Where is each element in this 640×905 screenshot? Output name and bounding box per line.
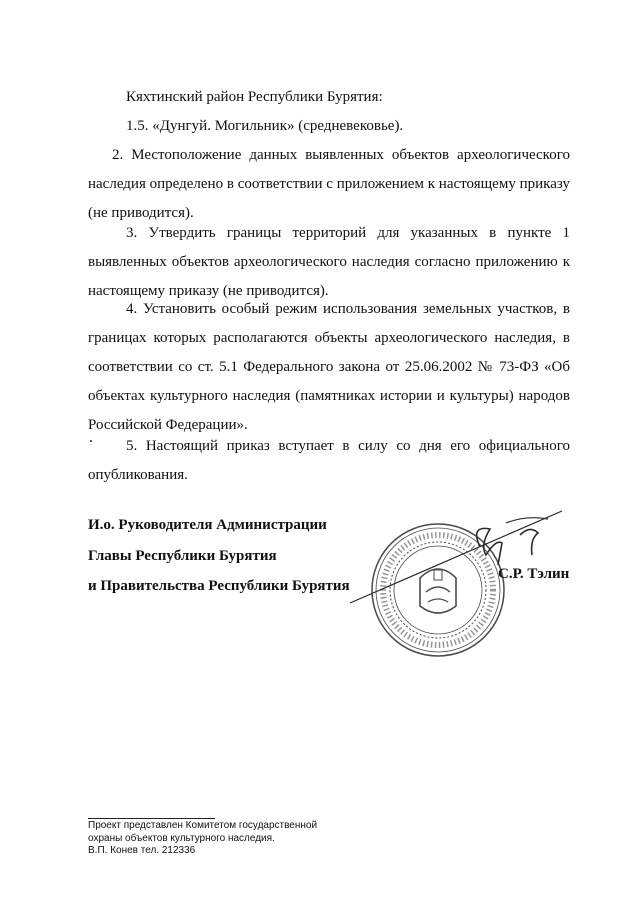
footnote-divider <box>88 818 215 819</box>
paragraph-item-4: 4. Установить особый режим использования земельных участков, в границах которых располагаются объекты археологического наследия, в соответствии со ст. 5.1 Федерального закона от 25.06.2002 № 73-ФЗ «Об объектах культурного наследия (памятниках истории и культуры) народов Российской Федерации». <box>88 301 570 433</box>
footnote-line-2: охраны объектов культурного наследия. <box>88 832 275 844</box>
signature-title-line-1: И.о. Руководителя Администрации <box>88 517 327 533</box>
footnote-line-3: В.П. Конев тел. 212336 <box>88 845 196 856</box>
paragraph-item-2: 2. Местоположение данных выявленных объектов археологического наследия определено в соответствии с приложением к настоящему приказу (не приводится). <box>88 147 570 221</box>
paragraph-item-5: 5. Настоящий приказ вступает в силу со дня его официального опубликования. <box>88 438 570 483</box>
signatory-name: С.Р. Тэлин <box>498 566 570 582</box>
signature-title-line-3: и Правительства Республики Бурятия <box>88 578 350 594</box>
paragraph-district: Кяхтинский район Республики Бурятия: <box>126 89 383 105</box>
paragraph-item-1-5: 1.5. «Дунгуй. Могильник» (средневековье). <box>126 118 404 134</box>
handwritten-signature-icon <box>330 495 570 615</box>
signature-title-line-2: Главы Республики Бурятия <box>88 547 277 564</box>
footnote <box>88 820 317 858</box>
paragraph-item-3: 3. Утвердить границы территорий для указанных в пункте 1 выявленных объектов археологического наследия согласно приложению к настоящему приказу (не приводится). <box>88 225 570 299</box>
signature-block <box>88 510 350 602</box>
footnote-line-1: Проект представлен Комитетом государственной <box>88 820 318 831</box>
